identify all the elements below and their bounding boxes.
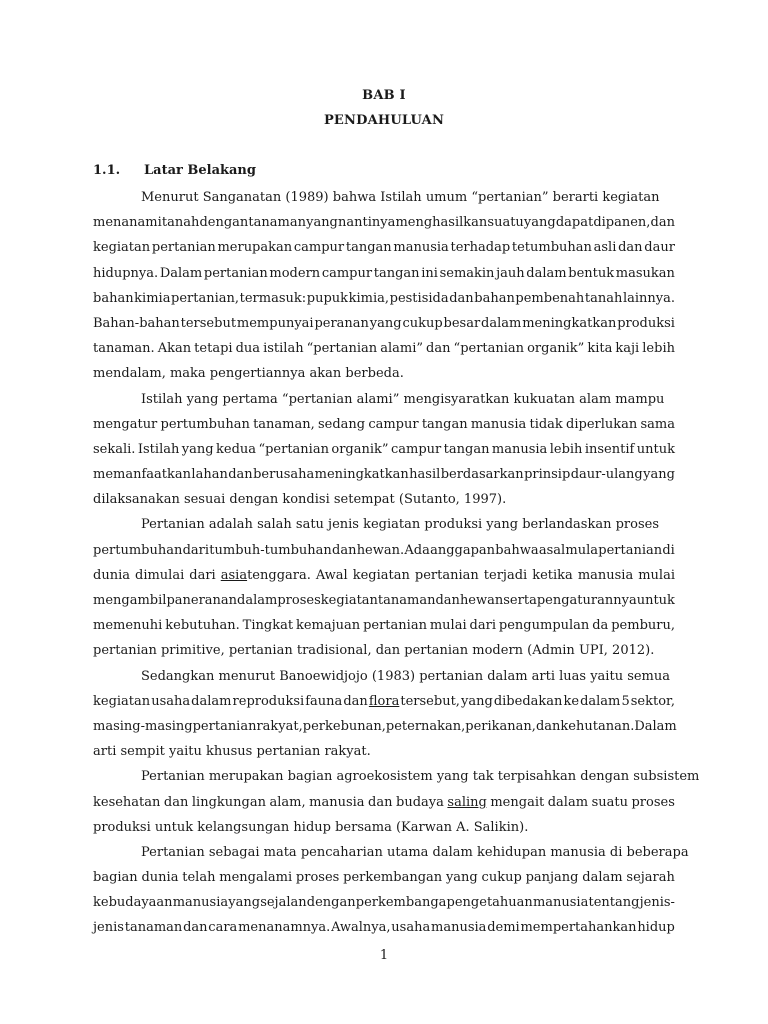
word: pertanian: [363, 618, 427, 634]
underlined-text: asia: [220, 567, 248, 583]
word: termasuk:: [239, 290, 307, 306]
word: sama: [640, 416, 675, 432]
word: dengan: [306, 895, 356, 911]
word: dari: [469, 618, 496, 634]
word: 5: [621, 693, 630, 709]
word: mulai: [638, 567, 675, 583]
word: dapat: [555, 215, 594, 231]
word: tanaman: [248, 215, 306, 231]
word: mengalami: [219, 870, 293, 886]
word: yang: [369, 315, 402, 331]
word: suatu: [591, 794, 628, 810]
word: campur: [293, 240, 345, 256]
word: daur-ulang: [570, 467, 643, 483]
word: di: [662, 542, 675, 558]
word: tanah: [584, 290, 623, 306]
word: proses: [631, 794, 675, 810]
word: suatu: [487, 215, 524, 231]
word: prinsip: [524, 467, 571, 483]
word: memanfaatkan: [93, 467, 192, 483]
text-run: Pertanian merupakan bagian agroekosistem yang tak terpisahkan dengan subsistem: [141, 769, 700, 785]
word: yang: [460, 693, 493, 709]
word: kegiatan: [352, 567, 410, 583]
word: paneranan: [166, 593, 238, 608]
word: manusia: [172, 895, 229, 911]
word: dari: [182, 542, 210, 558]
word: untuk: [636, 593, 675, 608]
word: manusia: [431, 920, 487, 936]
word: perkebunan,: [302, 718, 386, 734]
word: kaji: [615, 341, 640, 357]
word: dibedakan: [493, 693, 563, 709]
word: berusaha: [253, 467, 315, 483]
text-line: [93, 739, 675, 764]
word: tanaman: [377, 593, 436, 608]
word: dalam: [547, 794, 589, 810]
word: besar: [443, 315, 481, 331]
word: proses: [295, 870, 340, 886]
word: dan: [426, 341, 451, 357]
text-line: [93, 865, 675, 890]
word: merupakan: [217, 240, 293, 256]
word: campur: [368, 416, 419, 432]
section-title: Latar Belakang: [144, 163, 256, 178]
word: pertanian,: [171, 290, 240, 306]
text-line: [93, 588, 675, 613]
word: manusia: [393, 240, 449, 256]
word: pertanian: [414, 567, 479, 583]
word: bahan: [93, 290, 134, 306]
word: “pertanian: [306, 341, 378, 357]
text-line: [93, 638, 675, 663]
word: nantinya: [338, 215, 396, 231]
word: [447, 790, 486, 815]
word: asli: [593, 240, 617, 256]
word: sejarah: [626, 870, 675, 886]
word: dan: [183, 920, 208, 936]
word: sektor,: [630, 693, 675, 709]
word: pengumpulan: [498, 618, 590, 634]
word: usaha: [391, 920, 431, 936]
word: yang: [306, 215, 338, 231]
word: terhadap: [450, 240, 511, 256]
word: Awal: [315, 567, 348, 583]
text-run: Pertanian sebagai mata pencaharian utama dalam kehidupan manusia di beberapa: [141, 844, 689, 860]
word: pertanian: [203, 265, 268, 281]
word: pertumbuhan: [93, 542, 183, 558]
word: masukan: [615, 265, 675, 281]
word: kegiatan: [93, 693, 151, 709]
word: campur: [321, 265, 373, 281]
body-text: [93, 185, 700, 941]
word: rakyat,: [256, 718, 303, 734]
word: lebih: [549, 441, 583, 457]
underlined-text: flora: [368, 693, 400, 709]
word: ke: [563, 693, 580, 709]
word: pertanian: [598, 542, 663, 558]
word: lahan: [191, 467, 228, 483]
text-line: [93, 462, 675, 487]
word: Dalam: [159, 265, 203, 281]
word: meningkatkan: [522, 315, 617, 331]
word: hidupnya.: [93, 265, 159, 281]
word: menghasilkan: [395, 215, 488, 231]
word: sekali.: [93, 441, 136, 457]
word: “pertanian: [258, 441, 329, 457]
word: manusia: [491, 441, 548, 457]
word: pengetahuan: [446, 895, 533, 911]
word: semakin: [439, 265, 495, 281]
word: Tingkat: [242, 618, 294, 634]
word: organik”: [331, 441, 389, 457]
word: Istilah: [137, 441, 180, 457]
word: kebudayaan: [93, 895, 173, 911]
text-line: [93, 210, 675, 235]
word: yang: [228, 895, 261, 911]
word: sejalan: [260, 895, 307, 911]
text-line: [93, 790, 675, 815]
word: demi: [487, 920, 520, 936]
word: peternakan,: [385, 718, 466, 734]
text-run: produksi untuk kelangsungan hidup bersama (Karwan A. Salikin).: [93, 819, 529, 835]
word: dan: [368, 794, 393, 810]
word: modern: [269, 265, 321, 281]
word: dalam: [582, 870, 623, 886]
word: pertanian: [192, 718, 257, 734]
word: kegiatan: [320, 593, 378, 608]
text-run: Istilah yang pertama “pertanian alami” mengisyaratkan kukuatan alam mampu: [141, 391, 665, 407]
text-run: mendalam, maka pengertiannya akan berbeda.: [93, 366, 404, 382]
text-line: [93, 311, 675, 336]
word: cukup: [481, 870, 522, 886]
text-line: [93, 714, 675, 739]
word: pupuk: [306, 290, 349, 306]
word: anggapan: [430, 542, 496, 558]
word: Awalnya,: [331, 920, 391, 936]
word: diperlukan: [566, 416, 638, 432]
word: dan: [163, 794, 189, 810]
word: tangan: [373, 265, 420, 281]
word: perkembanga: [355, 895, 447, 911]
word: jenis: [93, 920, 124, 936]
word: dan: [618, 240, 643, 256]
text-run: arti sempit yaitu khusus pertanian rakyat.: [93, 744, 371, 760]
word: bahan: [474, 290, 515, 306]
text-run: Menurut Sanganatan (1989) bahwa Istilah umum “pertanian” berarti kegiatan: [141, 190, 660, 205]
text-line: [93, 261, 675, 286]
text-line: [93, 815, 675, 840]
word: dimulai: [135, 567, 185, 583]
word: alam,: [269, 794, 306, 810]
word: menanami: [93, 215, 162, 231]
word: dipanen,: [593, 215, 651, 231]
word: kita: [587, 341, 613, 357]
word: Akan: [157, 341, 192, 357]
word: kedua: [216, 441, 257, 457]
text-line: [93, 890, 675, 915]
word: mengait: [490, 794, 545, 810]
word: pertumbuhan: [160, 416, 250, 432]
word: manusia: [532, 895, 589, 911]
word: alami”: [380, 341, 423, 357]
word: cukup: [402, 315, 443, 331]
word: hasil: [409, 467, 441, 483]
text-line: [93, 915, 675, 940]
word: dalam: [580, 693, 621, 709]
word: daur: [644, 240, 675, 256]
page-number: 1: [379, 948, 389, 963]
word: bagian: [93, 870, 138, 886]
word: kimia: [134, 290, 171, 306]
word: tersebut,: [400, 693, 460, 709]
word: berdasarkan: [440, 467, 524, 483]
text-line: [93, 235, 675, 260]
word: dalam: [237, 593, 278, 608]
word: kegiatan: [93, 240, 151, 256]
word: tentang: [588, 895, 640, 911]
text-line: [93, 437, 675, 462]
word: tanaman.: [93, 341, 155, 357]
word: dua: [235, 341, 261, 357]
word: memenuhi: [93, 618, 163, 634]
word: mengatur: [93, 416, 158, 432]
text-line: [93, 412, 675, 437]
text-line: [93, 387, 675, 412]
word: tumbuh-tumbuhan: [209, 542, 332, 558]
text-line: [93, 563, 675, 588]
word: mempertahankan: [520, 920, 637, 936]
word: pertanian: [151, 240, 216, 256]
text-line: [93, 840, 689, 865]
word: manusia: [470, 416, 527, 432]
word: Bahan-bahan: [93, 315, 180, 331]
word: mengambil: [93, 593, 167, 608]
word: organik”: [527, 341, 585, 357]
word: dan: [332, 542, 357, 558]
text-line: [93, 764, 700, 789]
word: dunia: [93, 567, 130, 583]
word: tidak: [529, 416, 563, 432]
text-run: Sedangkan menurut Banoewidjojo (1983) pertanian dalam arti luas yaitu semua: [141, 668, 671, 684]
text-line: [93, 487, 675, 512]
word: dan: [449, 290, 474, 306]
word: pengaturannya: [536, 593, 637, 608]
word: sedang: [317, 416, 366, 432]
word: fauna: [305, 693, 343, 709]
word: dari: [189, 567, 216, 583]
word: dan: [650, 215, 675, 231]
text-line: [93, 689, 675, 714]
word: yang: [445, 870, 478, 886]
word: perikanan,: [465, 718, 536, 734]
section-number: 1.1.: [93, 163, 121, 178]
text-line: [93, 538, 675, 563]
word: da: [592, 618, 609, 634]
word: lebih: [642, 341, 675, 357]
word: mulai: [429, 618, 467, 634]
word: proses: [277, 593, 321, 608]
word: “pertanian: [453, 341, 525, 357]
word: bahwa: [495, 542, 539, 558]
word: Ada: [404, 542, 430, 558]
word: kimia,: [348, 290, 390, 306]
text-line: [93, 361, 675, 386]
chapter-title: PENDAHULUAN: [323, 113, 445, 128]
word: dalam: [481, 315, 522, 331]
word: mula: [565, 542, 599, 558]
chapter-heading: BAB I: [362, 88, 406, 103]
word: istilah: [263, 341, 304, 357]
text-run: dilaksanakan sesuai dengan kondisi setempat (Sutanto, 1997).: [93, 492, 507, 508]
word: tanah: [161, 215, 200, 231]
underlined-text: saling: [447, 794, 487, 810]
word: pestisida: [389, 290, 449, 306]
word: hewan: [459, 593, 504, 608]
word: panjang: [525, 870, 579, 886]
word: yang: [643, 467, 675, 483]
word: dunia: [141, 870, 179, 886]
word: masing-masing: [93, 718, 193, 734]
word: kesehatan: [93, 794, 161, 810]
word: terjadi: [483, 567, 528, 583]
word: budaya: [396, 794, 444, 810]
word: pembenah: [515, 290, 585, 306]
word: tangan: [421, 416, 468, 432]
word: campur: [390, 441, 442, 457]
word: telah: [182, 870, 216, 886]
word: asiatenggara.: [220, 567, 311, 583]
word: manusia: [577, 567, 634, 583]
word: jauh: [496, 265, 525, 281]
word: bentuk: [568, 265, 615, 281]
word: dalam: [526, 265, 567, 281]
word: manusia: [309, 794, 365, 810]
word: lainnya.: [622, 290, 675, 306]
word: mempunyai: [236, 315, 314, 331]
word: cara: [208, 920, 238, 936]
text-line: [93, 512, 675, 537]
word: dan: [535, 718, 561, 734]
word: kemajuan: [295, 618, 361, 634]
word: hewan.: [356, 542, 405, 558]
word: untuk: [636, 441, 675, 457]
word: pemburu,: [611, 618, 675, 634]
word: Dalam: [634, 718, 677, 734]
text-run: pertanian primitive, pertanian tradisional, dan pertanian modern (Admin UPI, 2012).: [93, 643, 655, 659]
text-run: Pertanian adalah salah satu jenis kegiatan produksi yang berlandaskan proses: [141, 517, 659, 533]
text-line: [93, 664, 675, 689]
text-line: [93, 336, 675, 361]
word: dan: [228, 467, 253, 483]
word: menanamnya.: [238, 920, 331, 936]
word: dan: [343, 693, 368, 709]
word: tanaman: [124, 920, 183, 936]
word: tangan: [443, 441, 490, 457]
word: [369, 689, 399, 714]
word: kebutuhan.: [165, 618, 240, 634]
word: hidup: [637, 920, 675, 936]
text-line: [93, 185, 675, 210]
word: usaha: [151, 693, 191, 709]
word: tangan: [345, 240, 392, 256]
word: tersebut: [180, 315, 237, 331]
word: dalam: [191, 693, 232, 709]
word: jenis-: [639, 895, 675, 911]
word: reproduksi: [232, 693, 305, 709]
word: peranan: [314, 315, 369, 331]
word: lingkungan: [191, 794, 266, 810]
word: tanaman,: [253, 416, 315, 432]
word: tetumbuhan: [511, 240, 592, 256]
word: ketika: [532, 567, 573, 583]
word: meningkatkan: [314, 467, 409, 483]
word: perkembangan: [343, 870, 443, 886]
text-line: [93, 613, 675, 638]
word: ini: [421, 265, 438, 281]
word: asal: [538, 542, 566, 558]
word: produksi: [617, 315, 675, 331]
word: yang: [523, 215, 556, 231]
word: insentif: [584, 441, 635, 457]
word: serta: [503, 593, 537, 608]
word: kehutanan.: [560, 718, 635, 734]
word: dengan: [199, 215, 249, 231]
word: tetapi: [194, 341, 233, 357]
text-line: [93, 286, 675, 311]
word: yang: [181, 441, 214, 457]
word: dan: [435, 593, 460, 608]
